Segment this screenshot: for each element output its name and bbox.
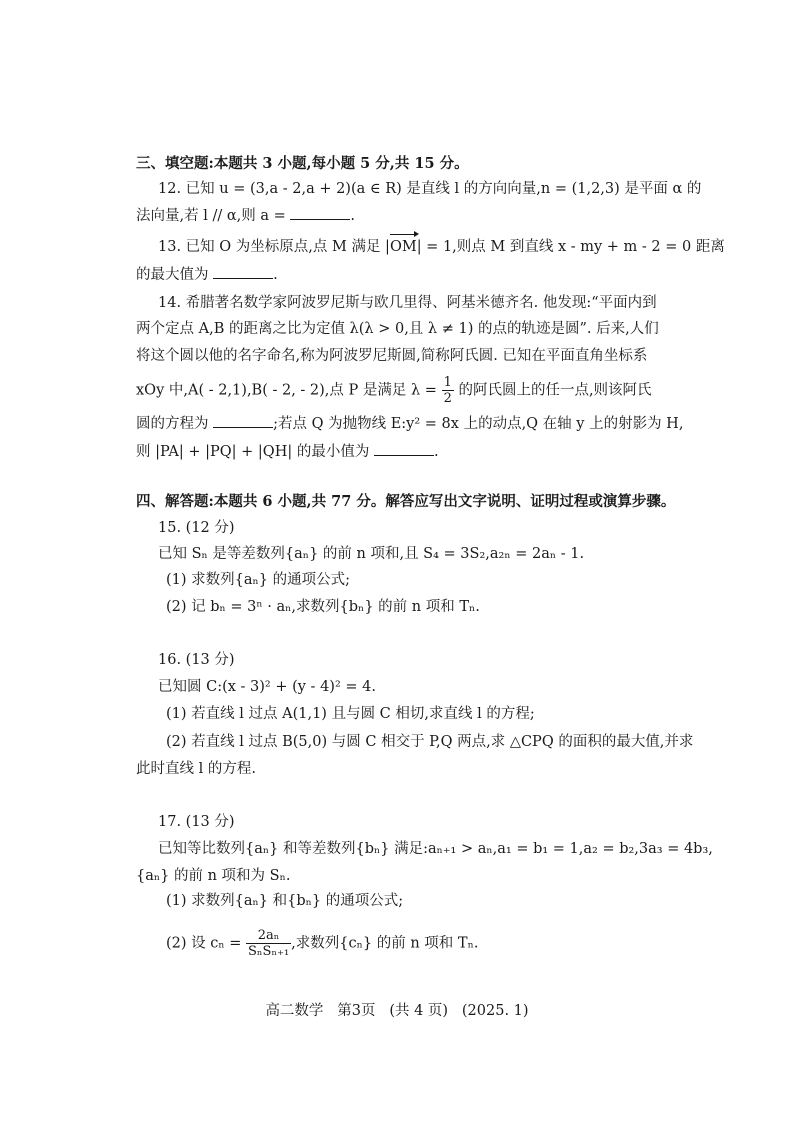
q14-line6-end: . — [433, 444, 439, 460]
q17-stem-line2: {aₙ} 的前 n 项和为 Sₙ. — [136, 868, 291, 884]
q17-title: 17. (13 分) — [158, 814, 235, 830]
q14-line6 — [136, 441, 439, 462]
vector-om: OM — [389, 239, 417, 255]
fraction-one-half: $\frac{1}{2}$ — [443, 375, 452, 406]
q14-line5-post: ;若点 Q 为抛物线 E:y² = 8x 上的动点,Q 在轴 y 上的射影为 H, — [273, 416, 684, 432]
q16-title: 16. (13 分) — [158, 652, 235, 668]
q13-answer-blank — [213, 264, 273, 279]
q15-part1: (1) 求数列{aₙ} 的通项公式; — [166, 572, 351, 588]
q16-part1: (1) 若直线 l 过点 A(1,1) 且与圆 C 相切,求直线 l 的方程; — [166, 706, 535, 722]
q17-part2 — [166, 928, 478, 959]
q14-line5-pre: 圆的方程为 — [136, 416, 209, 432]
q14-line4-post: 的阿氏圆上的任一点,则该阿氏 — [458, 382, 652, 399]
q17-part1: (1) 求数列{aₙ} 和{bₙ} 的通项公式; — [166, 893, 404, 909]
q16-stem: 已知圆 C:(x - 3)² + (y - 4)² = 4. — [158, 679, 376, 695]
q12-line2-end: . — [350, 208, 355, 224]
q14-line4 — [136, 375, 652, 406]
q13-line2-end: . — [273, 267, 278, 283]
q14-line5 — [136, 413, 683, 434]
q14-line3: 将这个圆以他的名字命名,称为阿波罗尼斯圆,简称阿氏圆. 已知在平面直角坐标系 — [136, 348, 648, 364]
q13-line2-text: 的最大值为 — [136, 267, 209, 283]
section3-header: 三、填空题:本题共 3 小题,每小题 5 分,共 15 分。 — [136, 155, 469, 172]
q13-line1-post: | = 1,则点 M 到直线 x - my + m - 2 = 0 距离 — [416, 239, 725, 255]
q17-stem-line1: 已知等比数列{aₙ} 和等差数列{bₙ} 满足:aₙ₊₁ > aₙ,a₁ = b₁ = 1,a₂ = b₂,3a₃ = 4b₃, — [158, 841, 713, 857]
fraction-cn: $\frac{\text{2aₙ}}{\text{SₙSₙ₊₁}}$ — [248, 928, 290, 959]
q15-title: 15. (12 分) — [158, 520, 235, 536]
q12-line2 — [136, 205, 355, 226]
q14-answer-blank-2 — [374, 441, 434, 456]
q14-line4-pre: xOy 中,A( - 2,1),B( - 2, - 2),点 P 是满足 λ = — [136, 382, 437, 399]
section4-header: 四、解答题:本题共 6 小题,共 77 分。解答应写出文字说明、证明过程或演算步骤。 — [136, 493, 676, 510]
q12-line1: 12. 已知 u = (3,a - 2,a + 2)(a ∈ R) 是直线 l 的方向向量,n = (1,2,3) 是平面 α 的 — [158, 181, 702, 197]
q17-part2-post: ,求数列{cₙ} 的前 n 项和 Tₙ. — [291, 935, 479, 952]
q15-part2: (2) 记 bₙ = 3ⁿ · aₙ,求数列{bₙ} 的前 n 项和 Tₙ. — [166, 599, 480, 615]
q12-line2-text: 法向量,若 l // α,则 a = — [136, 208, 286, 224]
q16-part2-line1: (2) 若直线 l 过点 B(5,0) 与圆 C 相交于 P,Q 两点,求 △CPQ 的面积的最大值,并求 — [166, 734, 694, 750]
q16-part2-line2: 此时直线 l 的方程. — [136, 761, 256, 777]
q14-line1: 14. 希腊著名数学家阿波罗尼斯与欧几里得、阿基米德齐名. 他发现:“平面内到 — [158, 295, 657, 311]
q14-line6-pre: 则 |PA| + |PQ| + |QH| 的最小值为 — [136, 444, 370, 460]
q12-answer-blank — [290, 205, 350, 220]
q17-part2-pre: (2) 设 cₙ = — [166, 935, 242, 952]
page-footer: 高二数学 第3页 (共 4 页) (2025. 1) — [265, 1003, 529, 1019]
q13-line2 — [136, 264, 278, 285]
q15-stem: 已知 Sₙ 是等差数列{aₙ} 的前 n 项和,且 S₄ = 3S₂,a₂ₙ = 2aₙ - 1. — [158, 546, 585, 562]
q13-line1-pre: 13. 已知 O 为坐标原点,点 M 满足 | — [158, 239, 390, 255]
q14-line2: 两个定点 A,B 的距离之比为定值 λ(λ > 0,且 λ ≠ 1) 的点的轨迹是圆”. 后来,人们 — [136, 321, 659, 337]
q13-line1 — [158, 237, 725, 257]
q14-answer-blank-1 — [213, 413, 273, 428]
